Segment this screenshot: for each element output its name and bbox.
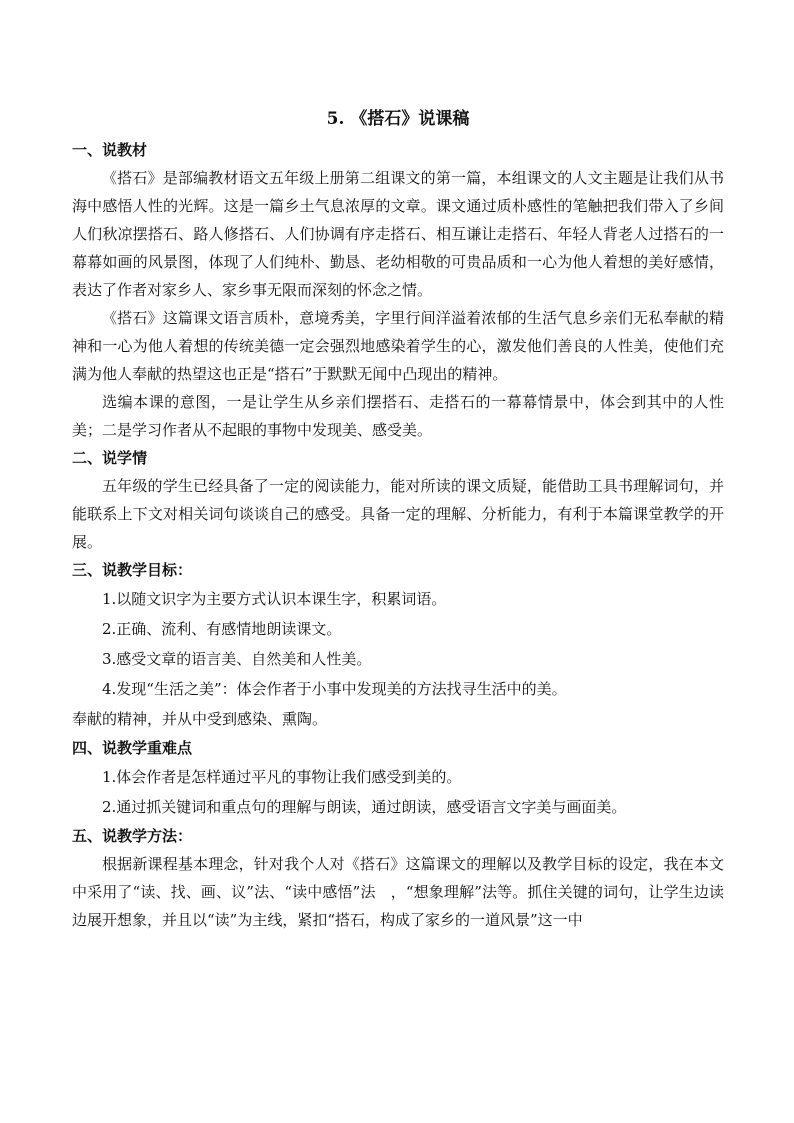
section-teaching-material [72, 136, 724, 444]
section-heading: 四、说教学重难点 [72, 739, 193, 757]
paragraph: 《搭石》这篇课文语言质朴，意境秀美，字里行间洋溢着浓郁的生活气息乡亲们无私奉献的精神和一心为他人着想的传统美德一定会强烈地感染着学生的心，激发他们善良的人性美，使他们充满为他人奉献的热望这也正是“搭石”于默默无闻中凸现出的精神。 [72, 309, 724, 383]
list-item: 4.发现“生活之美”：体会作者于小事中发现美的方法找寻生活中的美。 [102, 680, 567, 698]
section-key-difficulties [72, 734, 724, 822]
paragraph: 选编本课的意图，一是让学生从乡亲们摆搭石、走搭石的一幕幕情景中，体会到其中的人性美；二是学习作者从不起眼的事物中发现美、感受美。 [72, 393, 724, 439]
paragraph: 《搭石》是部编教材语文五年级上册第二组课文的第一篇，本组课文的人文主题是让我们从书海中感悟人性的光辉。这是一篇乡土气息浓厚的文章。课文通过质朴感性的笔触把我们带入了乡间人们秋凉摆搭石、路人修搭石、人们协调有序走搭石、相互谦让走搭石、年轻人背老人过搭石的一幕幕如画的风景图，体现了人们纯朴、勤恳、老幼相敬的可贵品质和一心为他人着想的美好感情，表达了作者对家乡人、家乡事无限而深刻的怀念之情。 [72, 169, 724, 299]
list-item: 1.以随文识字为主要方式认识本课生字，积累词语。 [102, 590, 447, 608]
document-title: 5. 《搭石》说课稿 [326, 109, 470, 129]
section-teaching-methods [72, 822, 724, 934]
list-item: 2.正确、流利、有感情地朗读课文。 [102, 620, 342, 638]
list-item: 3.感受文章的语言美、自然美和人性美。 [102, 650, 372, 668]
section-heading: 一、说教材 [72, 141, 148, 159]
trailing-line: 奉献的精神，并从中受到感染、熏陶。 [72, 710, 328, 728]
list-item: 1.体会作者是怎样通过平凡的事物让我们感受到美的。 [102, 768, 462, 786]
document-page [72, 104, 724, 934]
list-item: 2.通过抓关键词和重点句的理解与朗读，通过朗读，感受语言文字美与画面美。 [102, 798, 627, 816]
paragraph: 五年级的学生已经具备了一定的阅读能力，能对所读的课文质疑，能借助工具书理解词句，并能联系上下文对相关词句谈谈自己的感受。具备一定的理解、分析能力，有利于本篇课堂教学的开展。 [72, 477, 724, 551]
section-heading: 五、说教学方法： [72, 827, 193, 845]
section-student-analysis [72, 444, 724, 556]
paragraph: 根据新课程基本理念，针对我个人对《搭石》这篇课文的理解以及教学目标的设定，我在本文中采用了“读、找、画、议”法、“读中感悟”法 ，“想象理解”法等。抓住关键的词句，让学生边读边展开想象，并且以“读”为主线，紧扣“搭石，构成了家乡的一道风景”这一中 [72, 855, 724, 929]
section-heading: 二、说学情 [72, 449, 148, 467]
section-teaching-goals [72, 556, 724, 734]
section-heading: 三、说教学目标： [72, 561, 193, 579]
